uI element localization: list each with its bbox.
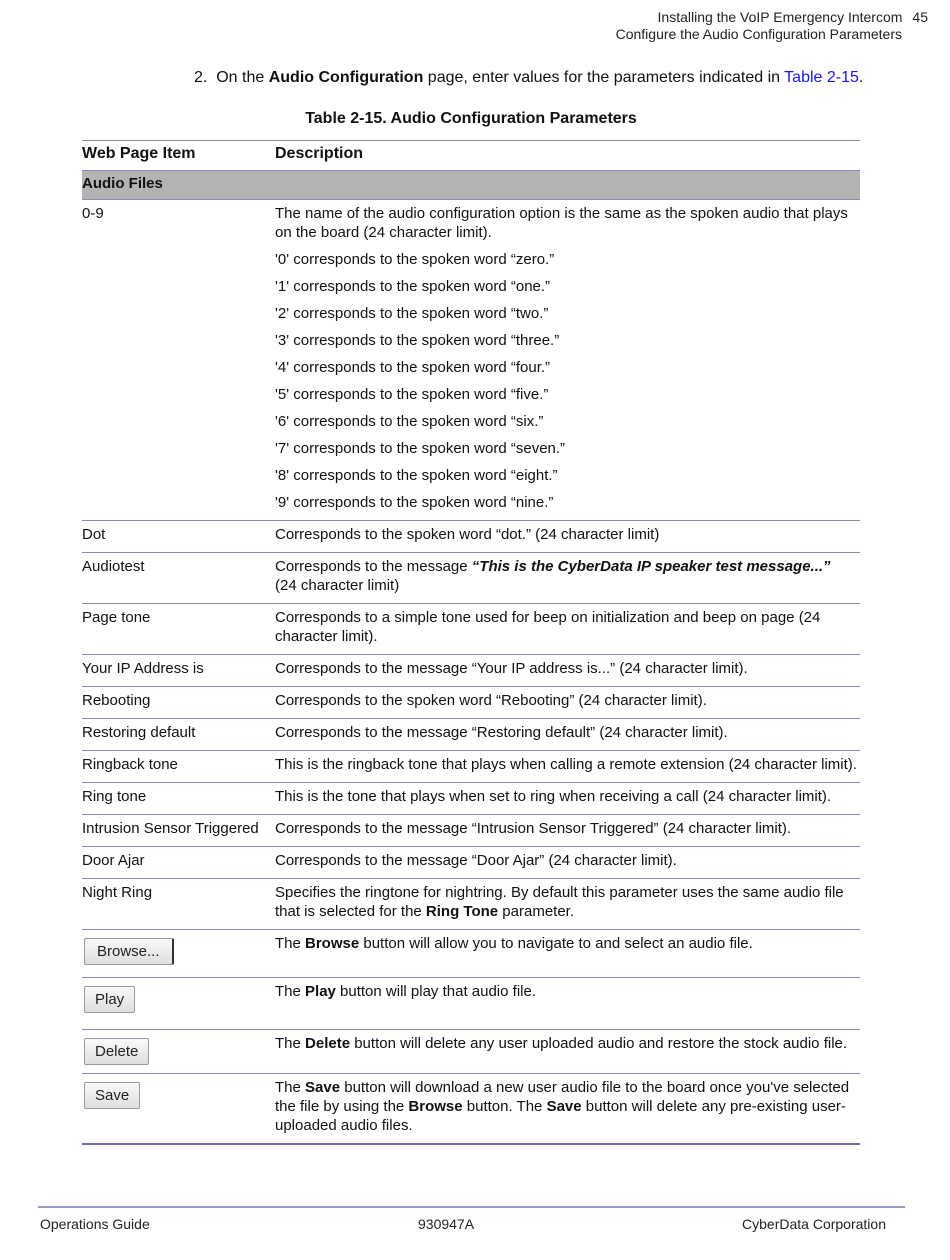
parameters-table xyxy=(82,140,860,1145)
table-row: Save The Save button will download a new user audio file to the board once you've selected the file by using the Browse button. The Save button will delete any pre-existing user-uploaded audio files. xyxy=(82,1074,860,1145)
step-instruction: 2. On the Audio Configuration page, enter values for the parameters indicated in Table 2-15. xyxy=(194,69,864,86)
table-row: Ring tone This is the tone that plays when set to ring when receiving a call (24 character limit). xyxy=(82,783,860,815)
section-row xyxy=(82,171,860,200)
column-header: Web Page Item xyxy=(82,141,275,171)
table-row: Ringback tone This is the ringback tone that plays when calling a remote extension (24 character limit). xyxy=(82,751,860,783)
table-row: 0-9 The name of the audio configuration option is the same as the spoken audio that plays on the board (24 character limit). '0' corresponds to the spoken word “zero.” '1' corresponds to the spoken word “one.” '2' corresponds to the spoken word “two.” '3' corresponds to the spoken word “three.” '4' corresponds to the spoken word “four.” '5' corresponds to the spoken word “five.” '6' corresponds to the spoken word “six.” '7' corresponds to the spoken word “seven.” '8' corresponds to the spoken word “eight.” '9' corresponds to the spoken word “nine.” xyxy=(82,205,848,511)
table-row: Restoring default Corresponds to the message “Restoring default” (24 character limit). xyxy=(82,719,860,751)
table-row: Intrusion Sensor Triggered Corresponds to the message “Intrusion Sensor Triggered” (24 character limit). xyxy=(82,815,860,847)
delete-button[interactable]: Delete xyxy=(84,1038,149,1065)
footer-center: 930947A xyxy=(418,1216,475,1232)
table-caption: Table 2-15. Audio Configuration Parameters xyxy=(305,110,637,127)
table-row: Audiotest Corresponds to the message “This is the CyberData IP speaker test message...” (24 character limit) xyxy=(82,553,860,604)
table-row: Door Ajar Corresponds to the message “Door Ajar” (24 character limit). xyxy=(82,847,860,879)
play-button[interactable]: Play xyxy=(84,986,135,1013)
page-header xyxy=(616,9,928,43)
table-row: Play The Play button will play that audio file. xyxy=(82,978,860,1030)
footer-right: CyberData Corporation xyxy=(742,1216,886,1232)
table-row: Your IP Address is Corresponds to the message “Your IP address is...” (24 character limit). xyxy=(82,655,860,687)
table-row: Delete The Delete button will delete any user uploaded audio and restore the stock audio file. xyxy=(82,1030,860,1074)
table-row: Rebooting Corresponds to the spoken word “Rebooting” (24 character limit). xyxy=(82,687,860,719)
table-header-row xyxy=(82,141,860,171)
section-title: Audio Files xyxy=(82,171,860,200)
save-button[interactable]: Save xyxy=(84,1082,140,1109)
browse-button[interactable]: Browse... xyxy=(84,938,174,965)
table-row: Night Ring Specifies the ringtone for nightring. By default this parameter uses the same audio file that is selected for the Ring Tone parameter. xyxy=(82,879,860,930)
table-link[interactable]: Table 2-15 xyxy=(784,69,859,86)
table-row: Dot Corresponds to the spoken word “dot.” (24 character limit) xyxy=(82,521,860,553)
table-row: Page tone Corresponds to a simple tone used for beep on initialization and beep on page (24 character limit). xyxy=(82,604,860,655)
footer-divider xyxy=(38,1206,905,1208)
footer-left: Operations Guide xyxy=(40,1216,150,1232)
table-row: Browse... The Browse button will allow you to navigate to and select an audio file. xyxy=(82,930,860,978)
chapter-title: Installing the VoIP Emergency Intercom xyxy=(657,9,903,25)
section-title: Configure the Audio Configuration Parameters xyxy=(615,26,902,42)
column-header: Description xyxy=(275,141,860,171)
page-number: 45 xyxy=(912,9,928,25)
